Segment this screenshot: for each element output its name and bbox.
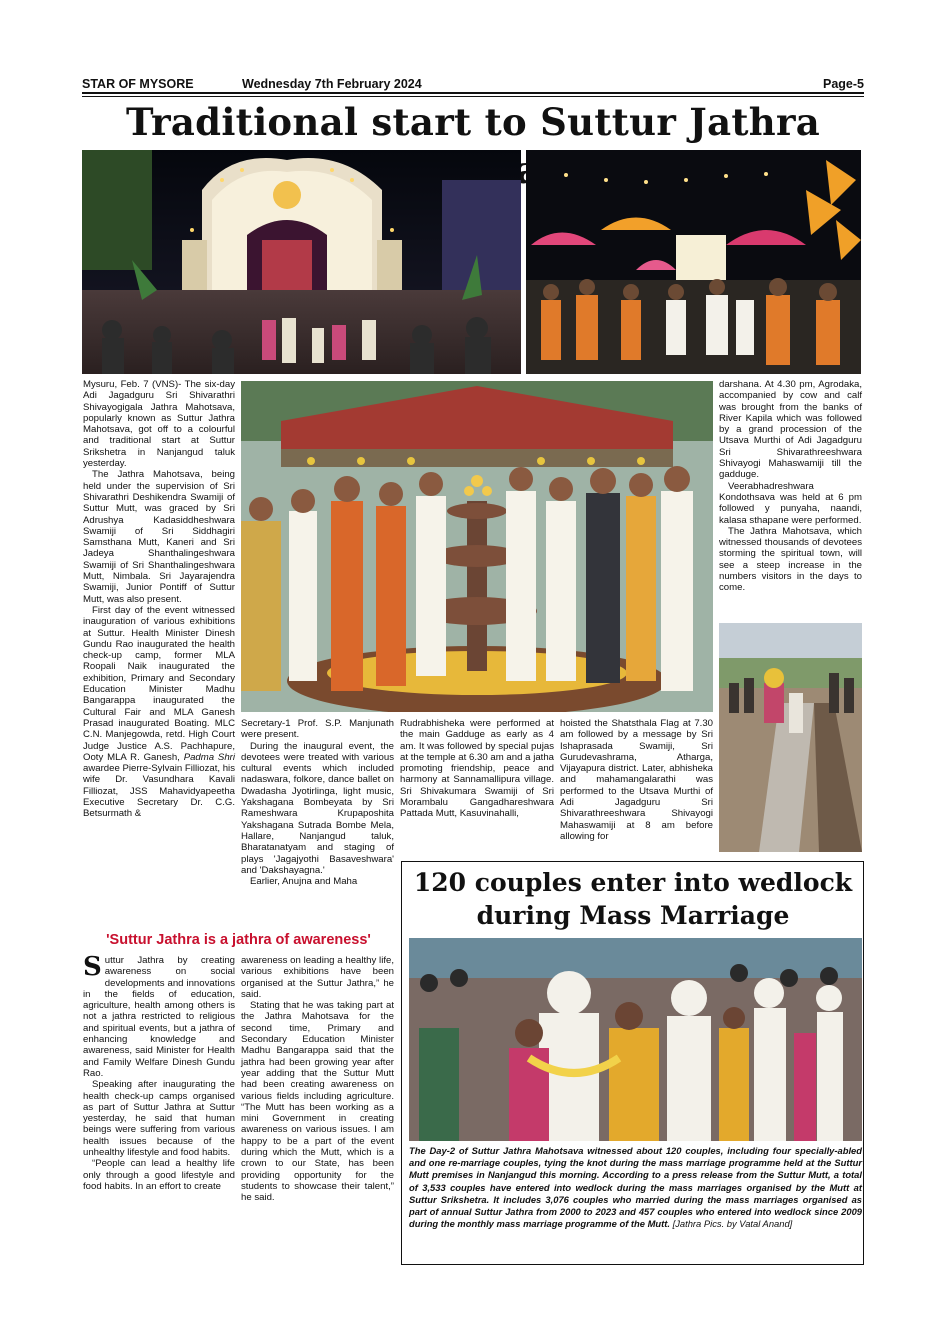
sidebar-column-2 [241,955,394,1265]
sidebar-headline: 'Suttur Jathra is a jathra of awareness' [106,932,371,948]
article-paragraph: Speaking after inaugurating the health check-up camps organised as part of Suttur Jathra at Suttur yesterday, he said that human beings were suffering from various health issues because of the unhealthy lifestyle and food habits. [83,1079,235,1159]
article-paragraph: First day of the event witnessed inauguration of various exhibitions at Suttur. Health Minister Dinesh Gundu Rao inaugurated the health check-up camp, former MLA Roopali Naik inaugurated the exhibition, Primary and Secondary Education Minister Madhu Bangarappa inaugurated the Cultural Fair and MLA Ganesh Prasad inaugurated Boating. MLC C.N. Manjegowda, retd. High Court Judge Justice A.S. Pachhapure, Ooty MLA R. Ganesh, Padma Shri awardee Pierre-Sylvain Filliozat, his wife Dr. Vasundhara Kavali Filliozat, JSS Mahavidyapeetha Executive Secretary Dr. C.G. Betsurmath & [83,604,235,820]
page-headline: Traditional start to Suttur Jathra [125,100,821,144]
article-column-5 [719,379,862,619]
box-headline: 120 couples enter into wedlock during Mass Marriage [413,868,853,930]
lamp-lighting-photo [241,381,713,712]
article-paragraph: Veerabhadreshwara Kondothsava was held at 6 pm followed y punyaha, naandi, kalasa sthapane were performed. [719,480,862,526]
award-name: Padma Shri [183,751,235,763]
newspaper-name: STAR OF MYSORE [82,77,194,91]
article-paragraph: Rudrabhisheka were performed at the main Gadduge as early as 4 am. It was followed by special pujas at the temple at 6.30 am and a jatha promoting friendship, peace and harmony at Sannamallipura village. Sri Shivakumara Swamiji of Sri Morambalu Gangadhareshwara Pattada Mutt, Kasuvinahalli, [400,718,554,820]
article-paragraph: Suttur Jathra by creating awareness on social developments and innovations in the fields of education, agriculture, health among others is not a jathra restricted to religious and spiritual events, but a jathra of enhancing knowledge and awareness, said Minister for Health and Family Welfare Dinesh Gundu Rao. [83,952,235,1079]
article-column-1 [83,379,235,927]
page-number: Page-5 [823,77,864,91]
article-paragraph: During the inaugural event, the devotees were treated with various cultural events which included nadaswara, folkore, dance ballet on Dwadasha Jyotirlinga, light music, Yakshagana Bombeyata by Sri Rameshwara Krupaposhita Yakshagana Sutrada Bombe Mela, Hallare, Nanjangud taluk, Bharatanatyam and staging of plays 'Jagajyothi Basaveshwara' and 'Dakshayagna.' [241,740,394,876]
article-paragraph: Secretary-1 Prof. S.P. Manjunath were present. [241,718,394,741]
article-paragraph: awareness on leading a healthy life, various exhibitions have been organised at the Suttur Jathra,” he said. [241,955,394,1000]
photo-caption: The Day-2 of Suttur Jathra Mahotsava witnessed about 120 couples, including four specially-abled and one re-marriage couples, tying the knot during the mass marriage programme held at the Suttur Mutt premises in Nanjangud this morning. According to a press release from the Suttur Mutt, a total of 3,533 couples have entered into wedlock during the mass marriages organised by the Mutt at Suttur Srikshetra. It includes 3,076 couples who married during the mass marriages organised as part of annual Suttur Jathra from 2000 to 2023 and 457 couples who entered into wedlock since 2009 during the monthly mass marriage programme of the Mutt. [Jathra Pics. by Vatal Anand] [409,1145,862,1230]
article-paragraph: darshana. At 4.30 pm, Agrodaka, accompanied by cow and calf was brought from the banks of River Kapila which was followed by a grand procession of the Utsava Murthi of Adi Jagadguru Sri Shivarathreeshwara Shivayogi Mahaswamiji till the gadduge. [719,379,862,481]
issue-date: Wednesday 7th February 2024 [242,77,422,91]
sidebar-column-1 [83,952,235,1265]
article-paragraph: Mysuru, Feb. 7 (VNS)- The six-day Adi Jagadguru Sri Shivarathri Shivayogigala Jathra Mahotsava, popularly known as Suttur Jathra Mahotsava, got off to a colourful and traditional start at Suttur Srikshetra in Nanjangud taluk yesterday. [83,379,235,470]
article-column-3 [400,718,554,858]
article-paragraph: The Jathra Mahotsava, being held under the supervision of Sri Shivarathri Deshikendra Swamiji of Suttur Mutt, was graced by Sri Adrushya Kadasiddheshwara Swamiji of Sri Siddhagiri Samsthana Mutt, Kaneri and Sri Jadeya Shanthalingeshwara Swamiji of Sri Shanthalingeshwara Mutt, Nimbala. Sri Jayarajendra Swamiji, Junior Pontiff of Suttur Mutt, was also present. [83,469,235,605]
article-column-2 [241,718,394,926]
drop-cap: S [83,952,102,982]
masthead-rule-thin [82,96,864,97]
masthead [82,74,864,94]
masthead-rule [82,92,864,94]
article-paragraph: Earlier, Anujna and Maha [250,876,358,888]
illuminated-arch-photo [82,150,521,374]
procession-umbrellas-photo [526,150,861,374]
article-paragraph: hoisted the Shatsthala Flag at 7.30 am followed by a message by Sri Ishaprasada Swamiji, Sri Gurudevashrama, Atharga, Vijayapura district. Later, abhisheka and mahamangalarathi was performed to the Utsava Murthi of Adi Jagadguru Sri Shivarathreeshwara Shivayogi Mahaswamiji at 8 am before allowing for [560,718,713,842]
article-paragraph: The Jathra Mahotsava, which witnessed thousands of devotees storming the spiritual town, will see a steep increase in the numbers visitors in the days to come. [719,525,862,594]
article-paragraph: Stating that he was taking part at the Jathra Mahotsava for the second time, Primary and Secondary Education Minister Madhu Bangarappa said that the jathra had been growing year after year adding that the Suttur Mutt had been creating awareness on various fields including agriculture. “The Mutt has been working as a mini Government in creating awareness on various issues. I am happy to be a part of the event during which the Mutt, which is a crown to our State, has been providing opportunity for the students to showcase their talent,” he said. [241,1000,394,1204]
photo-credit: [Jathra Pics. by Vatal Anand] [672,1218,793,1230]
article-column-4 [560,718,713,858]
fire-walk-photo [719,623,862,852]
article-paragraph: “People can lead a healthy life only through a good lifestyle and food habits. In an effort to create [83,1158,235,1192]
